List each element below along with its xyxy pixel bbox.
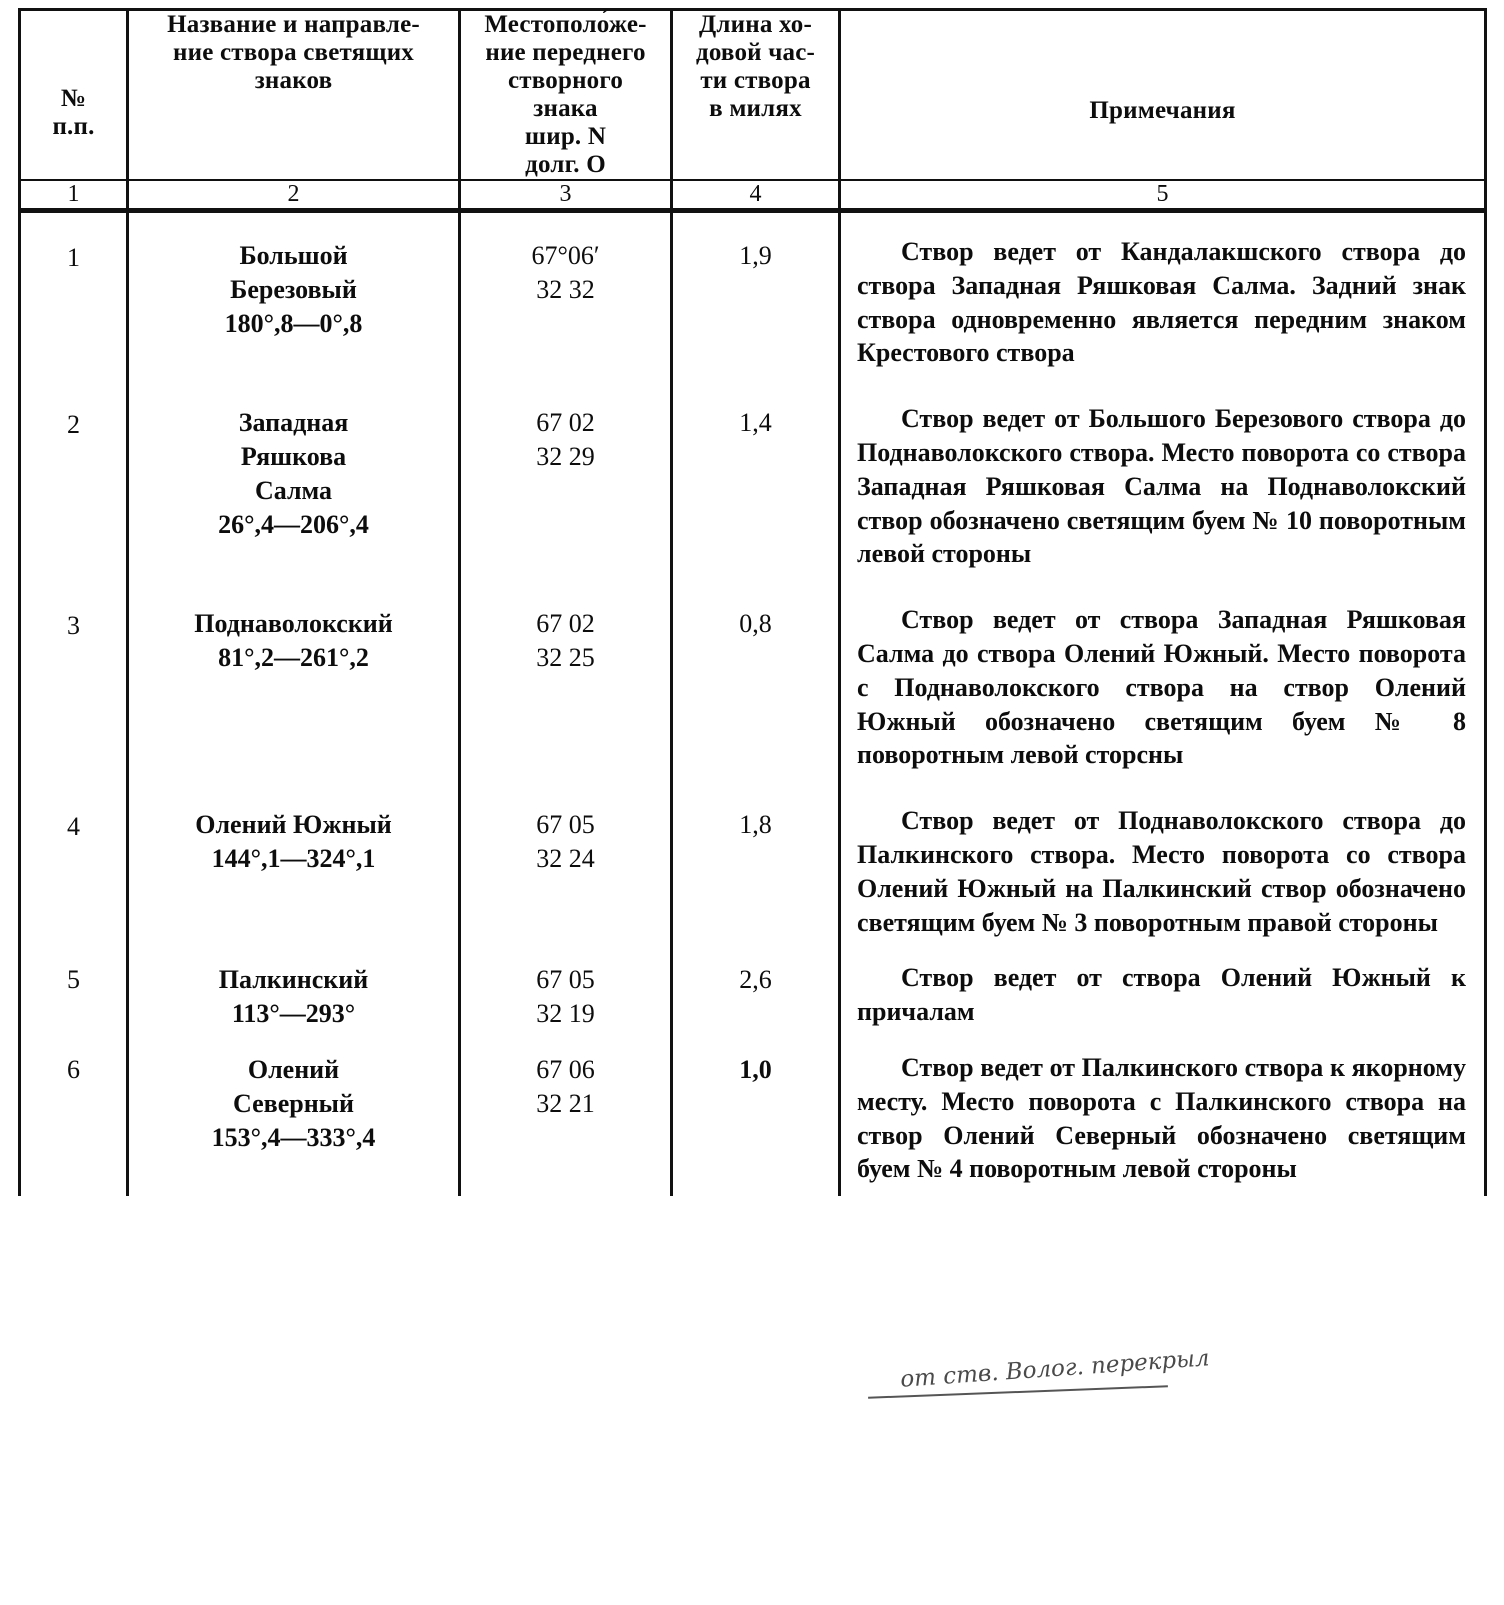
column-number-row [20, 181, 1486, 211]
header-length-line4: в милях [709, 95, 802, 122]
row-notes: Створ ведет от Поднаволокского створа до Палкинского створа. Место поворота со створа Олений Южный на Палкинский створ обозначено светящим буем № 3 поворотным правой стороны [840, 782, 1486, 949]
row-name-line: 144°,1—324°,1 [211, 843, 376, 873]
table-row [20, 1039, 1486, 1196]
row-name-line: Большой [239, 241, 348, 270]
leading-lights-table [18, 8, 1487, 1196]
handwritten-annotation: от ств. Волог. перекрыл [899, 1345, 1211, 1393]
table-row [20, 949, 1486, 1039]
document-page [0, 8, 1504, 1605]
row-latitude: 67 05 [536, 810, 595, 840]
row-notes: Створ ведет от створа Олений Южный к причалам [840, 949, 1486, 1039]
row-name-line: 113°—293° [231, 999, 356, 1029]
table-row [20, 581, 1486, 782]
row-number: 4 [20, 782, 128, 949]
header-row [20, 10, 1486, 181]
row-name-line: 26°,4—206°,4 [218, 509, 369, 539]
header-length-line3: ти створа [700, 67, 811, 94]
header-position-line4: знака [533, 95, 598, 122]
row-latitude: 67 06 [536, 1054, 595, 1084]
column-number-1: 1 [20, 181, 128, 211]
row-length: 1,4 [672, 380, 840, 581]
table-body [20, 213, 1486, 1196]
table-header [20, 10, 1486, 214]
header-length-line2: довой час- [695, 39, 816, 66]
row-name-line: 153°,4—333°,4 [211, 1122, 376, 1152]
row-number: 6 [20, 1039, 128, 1196]
row-name-line: Олений [247, 1054, 340, 1084]
column-number-4: 4 [672, 181, 840, 211]
row-name-line: Палкинский [218, 965, 369, 995]
column-number-2: 2 [128, 181, 460, 211]
row-name [128, 1039, 460, 1196]
header-name-line3: знаков [254, 67, 333, 94]
row-position [460, 1039, 672, 1196]
row-name-line: 180°,8—0°,8 [224, 308, 363, 338]
header-cell-position [460, 10, 672, 181]
header-number-line2: п.п. [52, 113, 95, 140]
row-latitude: 67 02 [536, 408, 595, 438]
table-row [20, 213, 1486, 380]
column-number-3: 3 [460, 181, 672, 211]
row-position [460, 213, 672, 380]
row-name-line: 81°,2—261°,2 [218, 642, 369, 672]
row-length: 2,6 [672, 949, 840, 1039]
row-position [460, 581, 672, 782]
row-name [128, 949, 460, 1039]
row-name-line: Олений Южный [195, 810, 392, 840]
row-name [128, 581, 460, 782]
row-position [460, 380, 672, 581]
row-number: 2 [20, 380, 128, 581]
header-position-line1: Местополо́же- [484, 11, 647, 38]
row-length: 1,0 [672, 1039, 840, 1196]
row-notes: Створ ведет от Большого Березового створа до Поднаволокского створа. Место поворота со створа Западная Ряшковая Салма на Поднаволокский створ обозначено светящим буем № 10 поворотным левой стороны [840, 380, 1486, 581]
row-number: 5 [20, 949, 128, 1039]
row-name-line: Ряшкова [240, 441, 347, 471]
row-latitude: 67°06′ [531, 241, 600, 270]
handwritten-strikethrough [868, 1385, 1168, 1399]
row-name-line: Березовый [230, 274, 357, 304]
row-longitude: 32 25 [536, 642, 595, 672]
row-longitude: 32 24 [536, 843, 595, 873]
row-number: 3 [20, 581, 128, 782]
table-row [20, 782, 1486, 949]
header-name-line1: Название и направле- [167, 11, 420, 38]
header-position-line2: ние переднего [485, 39, 646, 66]
header-cell-number [20, 10, 128, 181]
row-latitude: 67 05 [536, 965, 595, 995]
row-notes: Створ ведет от Кандалакшского створа до створа Западная Ряшковая Салма. Задний знак створа одновременно является передним знаком Крестового створа [840, 213, 1486, 380]
row-name [128, 380, 460, 581]
row-name-line: Поднаволокский [194, 609, 393, 639]
row-position [460, 782, 672, 949]
row-length: 1,8 [672, 782, 840, 949]
column-number-5: 5 [840, 181, 1486, 211]
header-number-line1: № [60, 85, 87, 112]
header-position-line3: створного [507, 67, 624, 94]
header-position-line6: долг. O [525, 151, 606, 178]
row-name-line: Салма [254, 475, 333, 505]
table-row [20, 380, 1486, 581]
row-name-line: Западная [238, 408, 349, 438]
row-name-line: Северный [233, 1088, 354, 1118]
header-cell-length [672, 10, 840, 181]
row-notes: Створ ведет от Палкинского створа к якорному месту. Место поворота с Палкинского створа на створ Олений Северный обозначено светящим буем № 4 поворотным левой стороны [840, 1039, 1486, 1196]
row-position [460, 949, 672, 1039]
header-cell-name [128, 10, 460, 181]
row-longitude: 32 32 [536, 274, 595, 304]
row-length: 0,8 [672, 581, 840, 782]
row-longitude: 32 21 [536, 1088, 595, 1118]
row-latitude: 67 02 [536, 609, 595, 639]
row-name [128, 782, 460, 949]
row-name [128, 213, 460, 380]
header-cell-notes: Примечания [840, 10, 1486, 181]
row-longitude: 32 29 [536, 441, 595, 471]
header-position-line5: шир. N [524, 123, 607, 150]
header-name-line2: ние створа светящих [173, 39, 414, 66]
row-notes: Створ ведет от створа Западная Ряшковая Салма до створа Олений Южный. Место поворота с Поднаволокского створа на створ Олений Южный обозначено светящим буем № 8 поворотным левой сторсны [840, 581, 1486, 782]
row-longitude: 32 19 [536, 999, 595, 1029]
row-number: 1 [20, 213, 128, 380]
header-length-line1: Длина хо- [699, 11, 812, 38]
row-length: 1,9 [672, 213, 840, 380]
